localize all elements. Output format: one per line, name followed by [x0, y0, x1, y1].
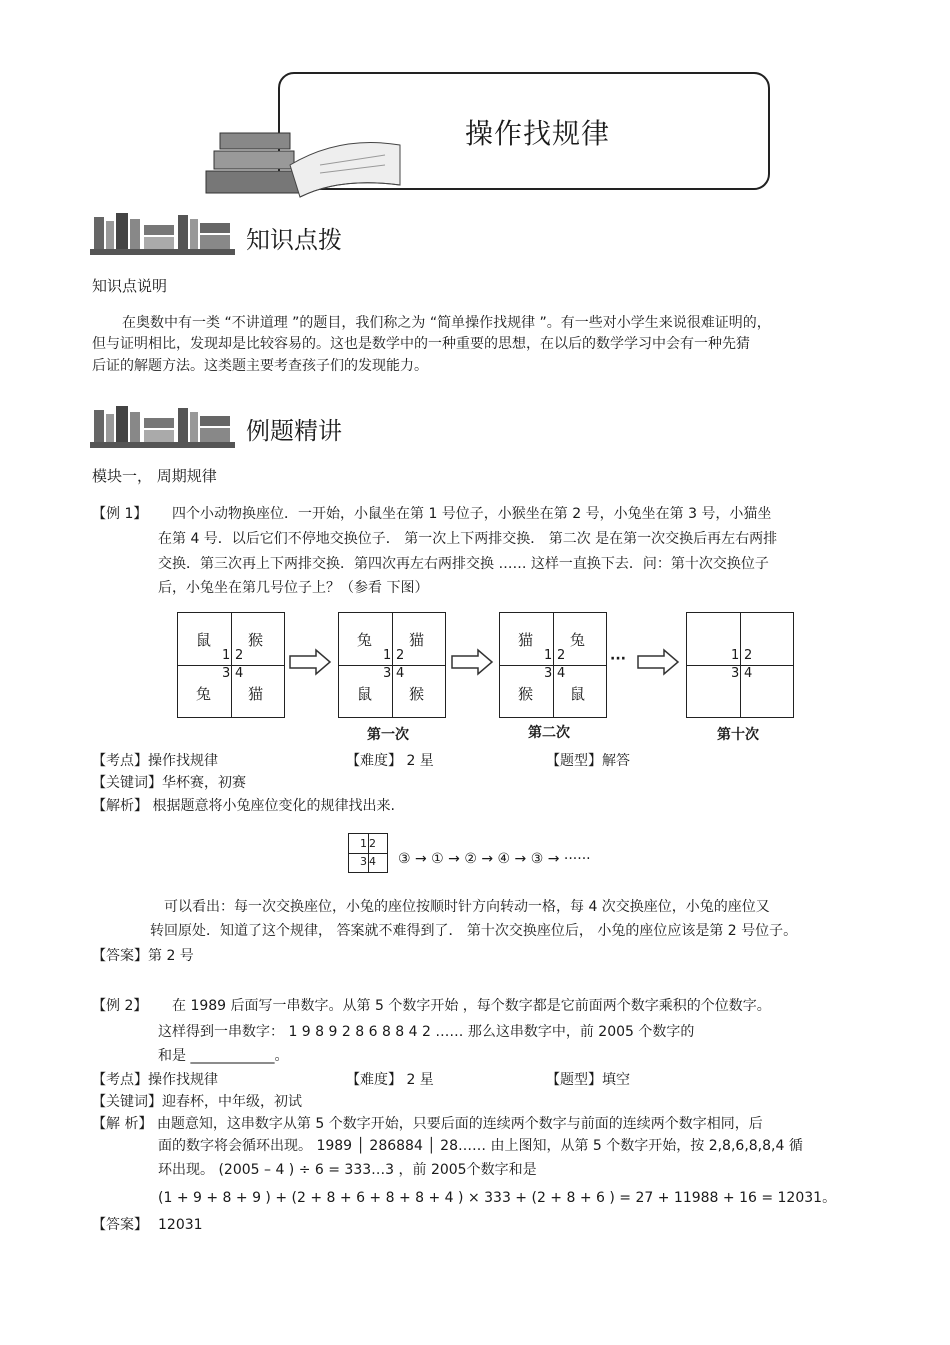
example-text-line: 后，小兔坐在第几号位子上？（参看 下图） [158, 580, 429, 596]
meta-keywords: 【关键词】迎春杯，中年级，初试 [92, 1094, 302, 1110]
seat-number: 1 [383, 648, 392, 663]
grid-cell: 兔 [357, 631, 373, 649]
example-text-line: 这样得到一串数字： 1 9 8 9 2 8 6 8 8 4 2 …… 那么这串数字中，前 2005 个数字的 [158, 1024, 695, 1040]
analysis-line: 环出现。 (2005 – 4 ) ÷ 6 = 333…3 ，前 2005个数字和是 [158, 1162, 537, 1178]
seat-number: 2 [744, 648, 753, 663]
example-tag: 【例 1】 [92, 506, 148, 522]
analysis-line: 可以看出：每一次交换座位，小兔的座位按顺时针方向转动一格，每 4 次交换座位，小兔的座位又 [164, 899, 770, 915]
seat-grid-second [499, 612, 607, 718]
seat-number: 4 [744, 666, 753, 681]
seat-number: 4 [396, 666, 405, 681]
grid-cell: 鼠 [570, 685, 586, 703]
seat-number: 1 [360, 837, 367, 850]
paragraph-line: 后证的解题方法。这类题主要考查孩子们的发现能力。 [92, 358, 428, 374]
grid-caption: 第十次 [717, 727, 759, 743]
analysis-line: 面的数字将会循环出现。 1989 │ 286884 │ 28…… 由上图知，从第 5 个数字开始，按 2,8,6,8,8,4 循 [158, 1138, 803, 1154]
example-text-line: 交换．第三次再上下两排交换．第四次再左右两排交换 …… 这样一直换下去．问：第十次交换位子 [158, 556, 769, 572]
mini-seat-grid [348, 833, 388, 873]
grid-cell: 猫 [518, 631, 534, 649]
grid-cell: 兔 [570, 631, 586, 649]
seat-grid-first [338, 612, 446, 718]
books-illustration [200, 125, 410, 205]
meta-nandu: 【难度】 2 星 [346, 753, 434, 769]
bookshelf-icon [90, 400, 235, 450]
meta-keywords: 【关键词】华杯赛，初赛 [92, 775, 246, 791]
grid-caption: 第一次 [367, 727, 409, 743]
seat-number: 1 [544, 648, 553, 663]
grid-cell: 猴 [248, 631, 264, 649]
example-tag: 【例 2】 [92, 998, 148, 1014]
analysis-line: 转回原处．知道了这个规律， 答案就不难得到了． 第十次交换座位后， 小兔的座位应该是第 2 号位子。 [150, 923, 798, 939]
seat-number: 2 [369, 837, 376, 850]
example-text-line: 四个小动物换座位．一开始，小鼠坐在第 1 号位子，小猴坐在第 2 号，小兔坐在第 3 号，小猫坐 [172, 506, 772, 522]
section-heading-examples: 例题精讲 [246, 417, 342, 445]
arrow-right-icon [636, 648, 680, 676]
grid-cell: 猴 [409, 685, 425, 703]
seat-number: 3 [222, 666, 231, 681]
page-title: 操作找规律 [465, 117, 611, 150]
meta-kaodian: 【考点】操作找规律 [92, 753, 218, 769]
grid-cell: 猫 [248, 685, 264, 703]
paragraph-line: 在奥数中有一类 “不讲道理 ”的题目，我们称之为 “简单操作找规律 ”。有一些对小学生来说很难证明的， [122, 315, 771, 331]
meta-tixing: 【题型】解答 [546, 753, 630, 769]
paragraph-line: 但与证明相比，发现却是比较容易的。这也是数学中的一种重要的思想，在以后的数学学习中会有一种先猜 [92, 336, 750, 352]
seat-grid-initial [177, 612, 285, 718]
grid-cell: 鼠 [196, 631, 212, 649]
arrow-right-icon [288, 648, 332, 676]
module-title: 模块一， 周期规律 [92, 467, 217, 485]
meta-nandu: 【难度】 2 星 [346, 1072, 434, 1088]
rotation-sequence: ③ → ① → ② → ④ → ③ → ······ [398, 851, 591, 867]
seat-number: 4 [557, 666, 566, 681]
answer: 【答案】第 2 号 [92, 948, 194, 964]
example-text-line: 在第 4 号．以后它们不停地交换位子． 第一次上下两排交换． 第二次 是在第一次交换后再左右两排 [158, 531, 778, 547]
answer-tag: 【答案】 [92, 1217, 148, 1233]
example-text-line: 和是 ____________。 [158, 1048, 289, 1064]
arrow-right-icon [450, 648, 494, 676]
grid-cell: 兔 [196, 685, 212, 703]
analysis-text: 【解析】 根据题意将小兔座位变化的规律找出来. [92, 798, 395, 814]
formula-line: (1 + 9 + 8 + 9 ) + (2 + 8 + 6 + 8 + 8 + 4 ) × 333 + (2 + 8 + 6 ) = 27 + 11988 + 16 = 12031。 [158, 1190, 837, 1206]
grid-cell: 鼠 [357, 685, 373, 703]
grid-cell: 猫 [409, 631, 425, 649]
section-heading-knowledge: 知识点拨 [246, 226, 342, 254]
analysis-line: 【解 析】 由题意知，这串数字从第 5 个数字开始，只要后面的连续两个数字与前面的连续两个数字相同，后 [92, 1116, 763, 1132]
seat-number: 1 [222, 648, 231, 663]
seat-number: 3 [731, 666, 740, 681]
example-text-line: 在 1989 后面写一串数字。从第 5 个数字开始 ，每个数字都是它前面两个数字乘积的个位数字。 [172, 998, 771, 1014]
meta-kaodian: 【考点】操作找规律 [92, 1072, 218, 1088]
ellipsis-dots: ··· [610, 651, 626, 667]
seat-number: 2 [396, 648, 405, 663]
subheading-explanation: 知识点说明 [92, 277, 168, 295]
seat-number: 4 [369, 855, 376, 868]
seat-number: 3 [360, 855, 367, 868]
meta-tixing: 【题型】填空 [546, 1072, 630, 1088]
seat-number: 3 [383, 666, 392, 681]
grid-cell: 猴 [518, 685, 534, 703]
seat-grid-tenth [686, 612, 794, 718]
answer-value: 12031 [158, 1217, 203, 1233]
seat-number: 4 [235, 666, 244, 681]
grid-caption: 第二次 [528, 725, 570, 741]
seat-number: 1 [731, 648, 740, 663]
seat-number: 2 [557, 648, 566, 663]
bookshelf-icon [90, 207, 235, 257]
seat-number: 2 [235, 648, 244, 663]
seat-number: 3 [544, 666, 553, 681]
